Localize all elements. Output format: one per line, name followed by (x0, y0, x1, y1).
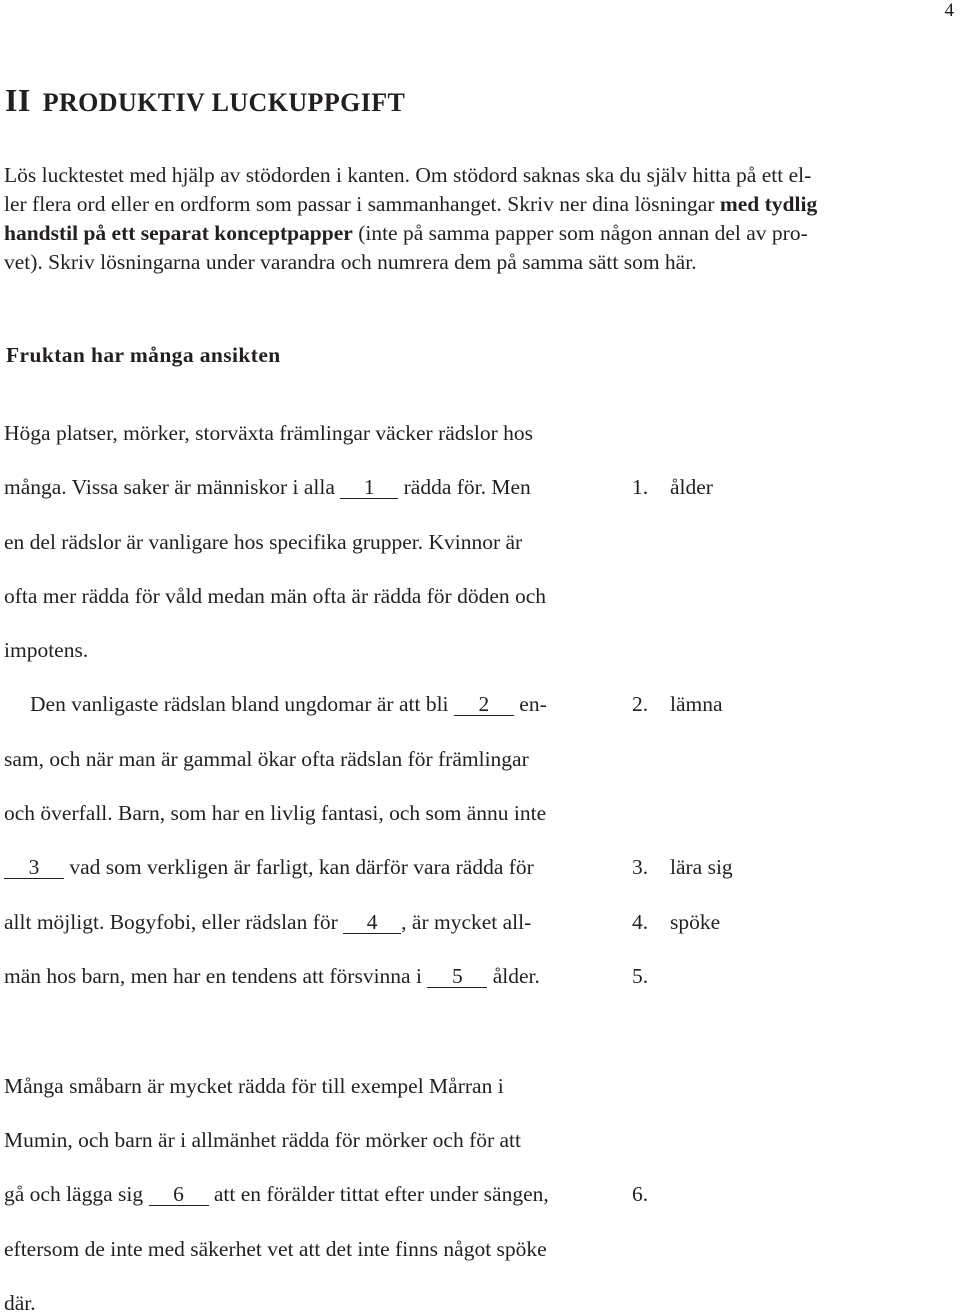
hint-item (632, 910, 720, 935)
passage-line: en del rädslor är vanligare hos specifika grupper. Kvinnor är (4, 530, 523, 554)
hint-number: 1. (632, 475, 649, 499)
passage-line (4, 855, 534, 880)
section-heading (5, 82, 405, 119)
instruction-line: Lös lucktestet med hjälp av stödorden i kanten. Om stödord saknas ska du själv hitta på ett el- (4, 163, 812, 187)
passage-line: sam, och när man är gammal ökar ofta rädslan för främlingar (4, 747, 529, 771)
hint-item (632, 475, 713, 500)
instruction-bold-text: handstil på ett separat konceptpapper (4, 221, 353, 245)
hint-item (632, 964, 670, 989)
passage-text-segment: , är mycket all- (401, 910, 532, 934)
gap-blank-1: 1 (340, 476, 398, 499)
passage-line: Många småbarn är mycket rädda för till exempel Mårran i (4, 1074, 504, 1098)
passage-line: eftersom de inte med säkerhet vet att det inte finns något spöke (4, 1237, 547, 1261)
passage-text-segment: att en förälder tittat efter under sängen, (213, 1182, 549, 1206)
gap-blank-5: 5 (427, 965, 487, 988)
instruction-line: vet). Skriv lösningarna under varandra och numrera dem på samma sätt som här. (4, 250, 697, 274)
hint-word: ålder (670, 475, 713, 499)
passage-text-segment: allt möjligt. Bogyfobi, eller rädslan för (4, 910, 338, 934)
gap-blank-2: 2 (454, 693, 514, 716)
passage-text-segment: Den vanligaste rädslan bland ungdomar är att bli (30, 692, 449, 716)
passage-text-segment: män hos barn, men har en tendens att försvinna i (4, 964, 422, 988)
passage-line: impotens. (4, 638, 89, 662)
passage-line: och överfall. Barn, som har en livlig fantasi, och som ännu inte (4, 801, 547, 825)
page-number: 4 (944, 0, 954, 21)
passage-line: ofta mer rädda för våld medan män ofta är rädda för döden och (4, 584, 547, 608)
hint-number: 4. (632, 910, 649, 934)
passage-text-segment: gå och lägga sig (4, 1182, 144, 1206)
instruction-bold-text: med tydlig (719, 192, 818, 216)
passage-line: Höga platser, mörker, storväxta främlingar väcker rädslor hos (4, 421, 534, 445)
gap-blank-6: 6 (149, 1183, 209, 1206)
hint-word: spöke (670, 910, 721, 934)
passage-line: Mumin, och barn är i allmänhet rädda för mörker och för att (4, 1128, 522, 1152)
hint-word: lämna (670, 692, 723, 716)
passage-line (4, 910, 531, 935)
hint-number: 5. (632, 964, 649, 988)
passage-text-segment: vad som verkligen är farligt, kan därför vara rädda för (69, 855, 534, 879)
section-roman-numeral: II (5, 82, 31, 118)
hint-word: lära sig (670, 855, 733, 879)
instruction-line (4, 192, 817, 217)
passage-text-segment: rädda för. Men (403, 475, 531, 499)
gap-blank-4: 4 (343, 911, 401, 934)
hint-item (632, 855, 733, 880)
instruction-text: ler flera ord eller en ordform som passar i sammanhanget. Skriv ner dina lösningar (4, 192, 715, 216)
passage-title: Fruktan har många ansikten (6, 343, 281, 367)
passage-text-segment: ålder. (492, 964, 540, 988)
gap-blank-3: 3 (4, 856, 64, 879)
hint-item (632, 692, 723, 717)
hint-item (632, 1182, 670, 1207)
instruction-line (4, 221, 808, 246)
passage-line (4, 475, 531, 500)
hint-number: 2. (632, 692, 649, 716)
passage-line (4, 1182, 549, 1207)
passage-text-segment: många. Vissa saker är människor i alla (4, 475, 335, 499)
passage-line (4, 964, 540, 989)
passage-text-segment: en- (519, 692, 547, 716)
hint-number: 3. (632, 855, 649, 879)
instruction-text: (inte på samma papper som någon annan del av pro- (358, 221, 808, 245)
hint-number: 6. (632, 1182, 649, 1206)
passage-line: där. (4, 1291, 36, 1315)
section-title: PRODUKTIV LUCKUPPGIFT (42, 88, 406, 117)
passage-line (30, 692, 547, 717)
